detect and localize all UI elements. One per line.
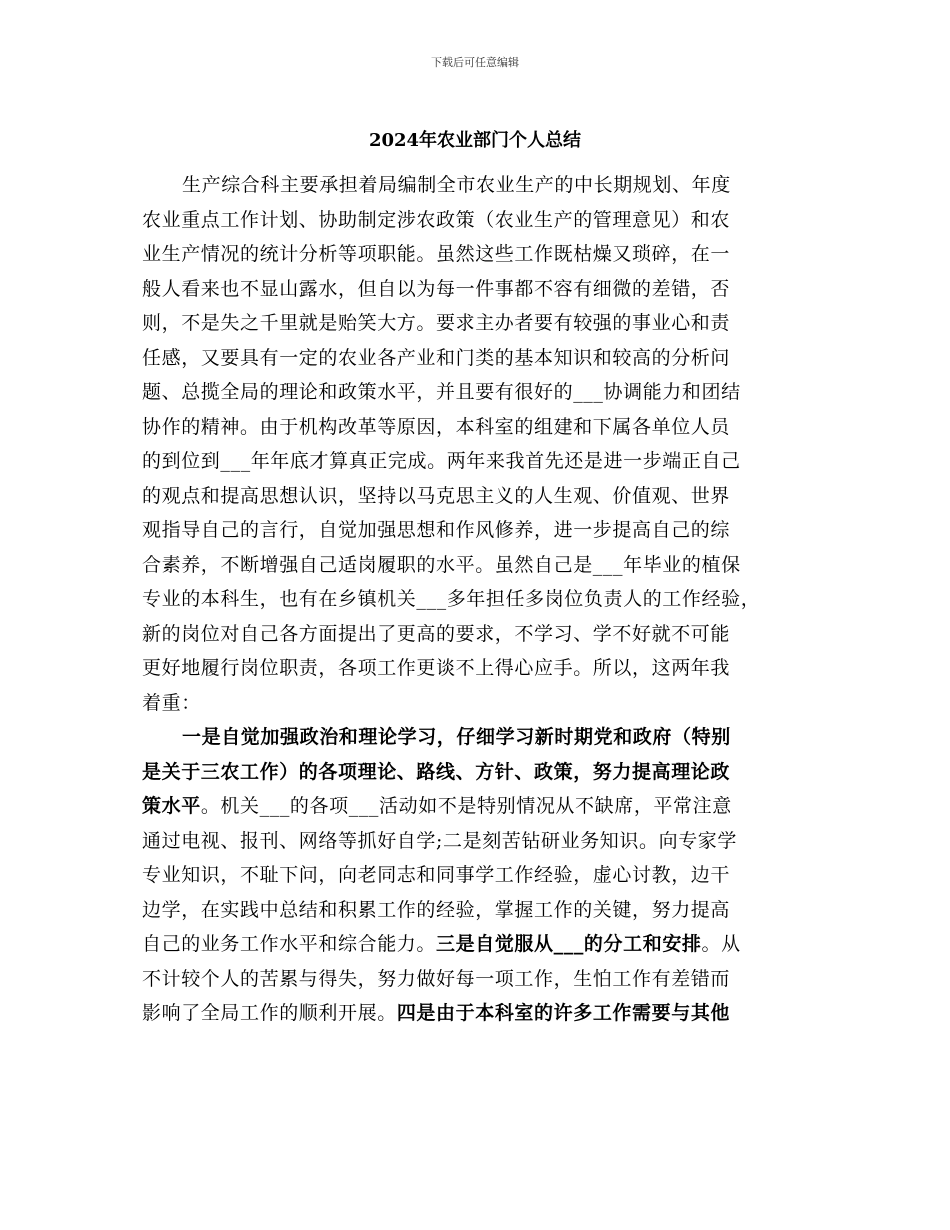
- paragraph-line: [142, 686, 810, 721]
- text-segment: 不计较个人的苦累与得失，努力做好每一项工作，生怕工作有差错而: [142, 967, 731, 990]
- paragraph-line: [142, 306, 810, 341]
- paragraph-line: [142, 375, 810, 410]
- paragraph-line: [142, 341, 810, 376]
- text-segment: 的观点和提高思想认识，坚持以马克思主义的人生观、价值观、世界: [142, 484, 731, 507]
- text-segment: 新的岗位对自己各方面提出了更高的要求，不学习、学不好就不可能: [142, 622, 731, 645]
- text-segment: 。机关___的各项___活动如不是特别情况从不缺席，平常注意: [200, 795, 732, 817]
- text-segment: 生产综合科主要承担着局编制全市农业生产的中长期规划、年度: [182, 174, 731, 196]
- paragraph-line: [142, 755, 810, 790]
- document-body: [142, 168, 810, 1031]
- paragraph-line: [142, 272, 810, 307]
- paragraph-line: [142, 203, 810, 238]
- bold-text-segment: 策水平: [142, 795, 201, 817]
- text-segment: 自己的业务工作水平和综合能力。: [142, 933, 437, 955]
- paragraph-line: [142, 513, 810, 548]
- text-segment: 影响了全局工作的顺利开展。: [142, 1002, 397, 1024]
- paragraph-line: [142, 444, 810, 479]
- bold-text-segment: 一是自觉加强政治和理论学习，仔细学习新时期党和政府（特别: [182, 726, 731, 748]
- text-segment: 通过电视、报刊、网络等抓好自学;二是刻苦钻研业务知识。向专家学: [142, 829, 738, 852]
- paragraph-line: [142, 548, 810, 583]
- text-segment: 专业知识，不耻下问，向老同志和同事学工作经验，虚心讨教，边干: [142, 864, 731, 886]
- text-segment: 的到位到___年年底才算真正完成。两年来我首先还是进一步端正自己: [142, 450, 741, 472]
- paragraph-line: [142, 996, 810, 1031]
- document-title: 2024年农业部门个人总结: [368, 130, 582, 151]
- paragraph-line: [142, 168, 810, 203]
- text-segment: 业生产情况的统计分析等项职能。虽然这些工作既枯燥又琐碎，在一: [142, 243, 731, 265]
- text-segment: 般人看来也不显山露水，但自以为每一件事都不容有细微的差错，否: [142, 277, 731, 300]
- text-segment: 协作的精神。由于机构改革等原因，本科室的组建和下属各单位人员: [142, 415, 731, 438]
- text-segment: 题、总揽全局的理论和政策水平，并且要有很好的___协调能力和团结: [142, 381, 741, 403]
- bold-text-segment: 三是自觉服从___的分工和安排: [436, 933, 702, 955]
- text-segment: 着重：: [142, 691, 201, 714]
- text-segment: 更好地履行岗位职责，各项工作更谈不上得心应手。所以，这两年我: [142, 657, 731, 679]
- paragraph-line: [142, 237, 810, 272]
- paragraph-line: [142, 962, 810, 997]
- paragraph-line: [142, 720, 810, 755]
- paragraph-line: [142, 617, 810, 652]
- paragraph-line: [142, 824, 810, 859]
- bold-text-segment: 四是由于本科室的许多工作需要与其他: [396, 1002, 731, 1024]
- paragraph-line: [142, 410, 810, 445]
- paragraph-line: [142, 479, 810, 514]
- paragraph-line: [142, 858, 810, 893]
- text-segment: 边学，在实践中总结和积累工作的经验，掌握工作的关键，努力提高: [142, 898, 731, 921]
- paragraph-line: [142, 651, 810, 686]
- text-segment: 农业重点工作计划、协助制定涉农政策（农业生产的管理意见）和农: [142, 208, 731, 231]
- paragraph-line: [142, 927, 810, 962]
- text-segment: 。从: [701, 933, 741, 955]
- text-segment: 则，不是失之千里就是贻笑大方。要求主办者要有较强的事业心和责: [142, 312, 731, 334]
- paragraph-line: [142, 893, 810, 928]
- text-segment: 任感，又要具有一定的农业各产业和门类的基本知识和较高的分析问: [142, 346, 731, 369]
- paragraph-line: [142, 582, 810, 617]
- text-segment: 观指导自己的言行，自觉加强思想和作风修养，进一步提高自己的综: [142, 519, 731, 541]
- text-segment: 合素养，不断增强自己适岗履职的水平。虽然自己是___年毕业的植保: [142, 553, 741, 576]
- text-segment: 专业的本科生，也有在乡镇机关___多年担任多岗位负责人的工作经验，: [142, 588, 761, 610]
- bold-text-segment: 是关于三农工作）的各项理论、路线、方针、政策，努力提高理论政: [142, 760, 731, 783]
- page-header-note: 下载后可任意编辑: [431, 56, 519, 69]
- paragraph-line: [142, 789, 810, 824]
